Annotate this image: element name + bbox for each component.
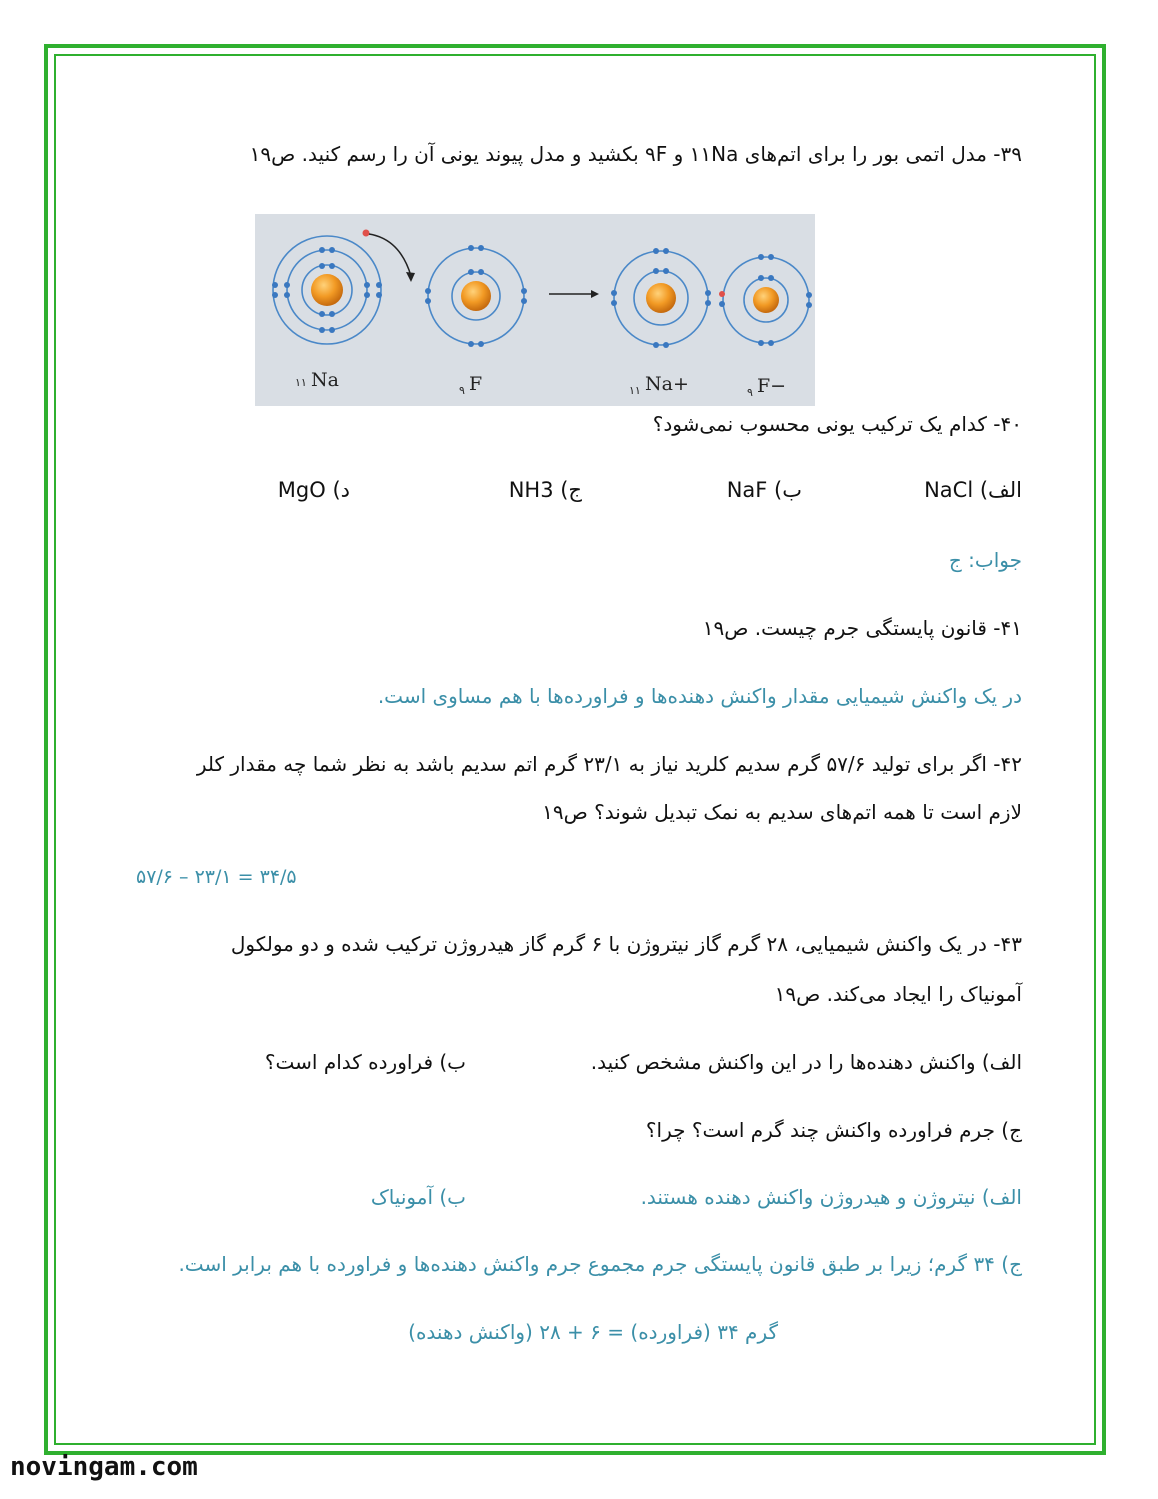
f-sub-label: ۹ — [459, 384, 465, 397]
q40-option-a: الف) NaCl — [924, 478, 1022, 502]
q43-answer-c: ج) ۳۴ گرم؛ زیرا بر طبق قانون پایستگی جرم مجموع جرم واکنش دهنده‌ها و فراورده با هم برابر است. — [178, 1252, 1022, 1276]
question-42-line1: ۴۲- اگر برای تولید ۵۷/۶ گرم سدیم کلرید نیاز به ۲۳/۱ گرم اتم سدیم باشد به نظر شما چه مقدار کلر — [196, 752, 1022, 776]
na-sub-label: ۱۱ — [295, 376, 307, 389]
bohr-model-figure — [255, 214, 815, 406]
na-atom — [272, 230, 382, 345]
fminus-label: F− — [757, 375, 787, 397]
f-atom — [425, 245, 527, 347]
q40-option-b: ب) NaF — [726, 478, 802, 502]
question-42-line2: لازم است تا همه اتم‌های سدیم به نمک تبدیل شوند؟ ص۱۹ — [542, 800, 1022, 824]
question-41: ۴۱- قانون پایستگی جرم چیست. ص۱۹ — [702, 616, 1022, 640]
bohr-diagram — [255, 214, 815, 406]
f-ion — [719, 254, 812, 346]
question-39: ۳۹- مدل اتمی بور را برای اتم‌های ۱۱Na و ۹F بکشید و مدل پیوند یونی آن را رسم کنید. ص۱۹ — [249, 142, 1022, 166]
q42-answer: ۵۷/۶ – ۲۳/۱ = ۳۴/۵ — [136, 866, 297, 888]
q43-answer-b: ب) آمونیاک — [370, 1185, 466, 1209]
q43-part-b: ب) فراورده کدام است؟ — [264, 1050, 466, 1074]
na-ion — [611, 248, 711, 348]
f-label: F — [469, 373, 483, 395]
q43-equation: گرم ۳۴ (فراورده) = ۶ + ۲۸ (واکنش دهنده) — [408, 1320, 778, 1344]
q43-part-c: ج) جرم فراورده واکنش چند گرم است؟ چرا؟ — [645, 1118, 1022, 1142]
question-43-line1: ۴۳- در یک واکنش شیمیایی، ۲۸ گرم گاز نیتروژن با ۶ گرم گاز هیدروژن ترکیب شده و دو مولکول — [230, 932, 1022, 956]
fminus-sub-label: ۹ — [747, 386, 753, 399]
na-label: Na — [311, 369, 339, 391]
footer-site-link[interactable]: novingam.com — [10, 1452, 198, 1482]
q41-answer: در یک واکنش شیمیایی مقدار واکنش دهنده‌ها و فراورده‌ها با هم مساوی است. — [377, 684, 1022, 708]
question-43-line2: آمونیاک را ایجاد می‌کند. ص۱۹ — [774, 982, 1022, 1006]
q43-answer-a: الف) نیتروژن و هیدروژن واکنش دهنده هستند. — [640, 1185, 1022, 1209]
naplus-label: Na+ — [645, 373, 689, 395]
naplus-sub-label: ۱۱ — [629, 384, 641, 397]
q43-part-a: الف) واکنش دهنده‌ها را در این واکنش مشخص کنید. — [590, 1050, 1022, 1074]
q40-answer: جواب: ج — [948, 548, 1022, 572]
q40-option-d: د) MgO — [277, 478, 350, 502]
q40-option-c: ج) NH3 — [508, 478, 582, 502]
question-40: ۴۰- کدام یک ترکیب یونی محسوب نمی‌شود؟ — [652, 412, 1022, 436]
transfer-arrow — [369, 234, 411, 276]
